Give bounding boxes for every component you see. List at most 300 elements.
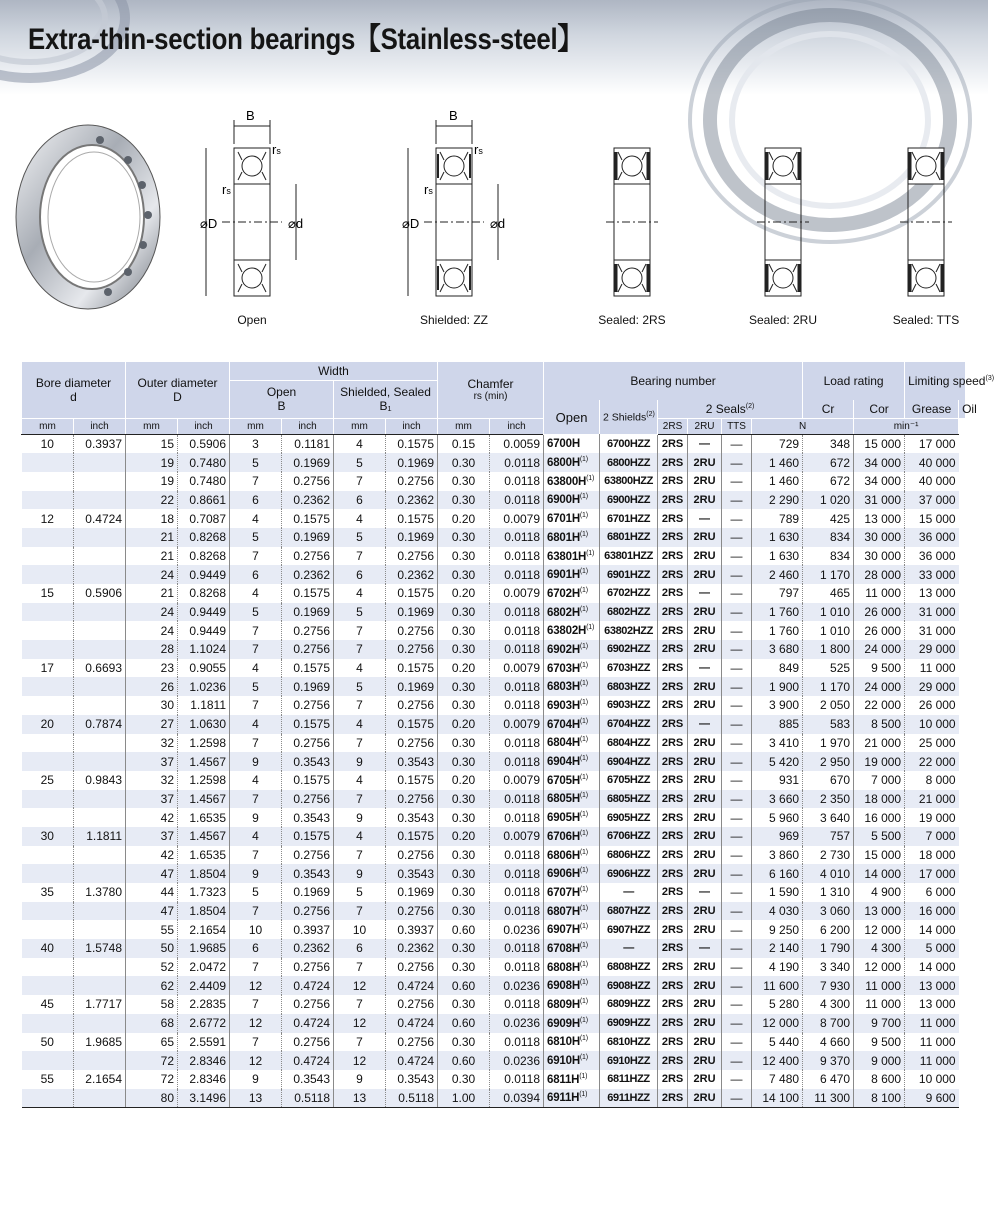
cor-value-cell: 1 170 (803, 565, 854, 584)
outer-mm-cell: 24 (126, 565, 178, 584)
sealed-width-inch-cell: 0.1969 (386, 528, 438, 547)
cor-value-cell: 757 (803, 827, 854, 846)
cr-value-cell: 729 (752, 434, 803, 453)
cor-value-cell: 465 (803, 584, 854, 603)
open-width-mm-cell: 4 (230, 827, 282, 846)
open-width-mm-cell: 12 (230, 1051, 282, 1070)
chamfer-inch-cell: 0.0118 (490, 677, 544, 696)
outer-inch-cell: 0.7480 (178, 453, 230, 472)
header-outer: Outer diameter D (126, 362, 230, 418)
open-width-inch-cell: 0.2362 (282, 565, 334, 584)
outer-inch-cell: 1.4567 (178, 827, 230, 846)
bore-inch-cell (74, 864, 126, 883)
outer-inch-cell: 0.7480 (178, 472, 230, 491)
sealed-width-inch-cell: 0.3543 (386, 864, 438, 883)
grease-speed-cell: 24 000 (854, 640, 905, 659)
bore-mm-cell: 15 (22, 584, 74, 603)
seal-tts-cell: — (722, 734, 752, 753)
seal-2ru-cell: — (688, 434, 722, 453)
cr-value-cell: 2 290 (752, 491, 803, 510)
outer-inch-cell: 2.5591 (178, 1033, 230, 1052)
open-number-cell: $6809H^{(1)}$ (544, 995, 600, 1014)
outer-inch-cell: 2.8346 (178, 1070, 230, 1089)
seal-2rs-cell: 2RS (658, 902, 688, 921)
bore-mm-cell (22, 677, 74, 696)
outer-inch-cell: 0.8661 (178, 491, 230, 510)
chamfer-mm-cell: 0.60 (438, 920, 490, 939)
outer-inch-cell: 0.9449 (178, 603, 230, 622)
cr-value-cell: 3 410 (752, 734, 803, 753)
bore-mm-cell: 50 (22, 1033, 74, 1052)
outer-inch-cell: 0.9449 (178, 565, 230, 584)
chamfer-inch-cell: 0.0079 (490, 715, 544, 734)
seal-tts-cell: — (722, 696, 752, 715)
open-width-mm-cell: 9 (230, 808, 282, 827)
open-width-mm-cell: 4 (230, 509, 282, 528)
sealed-width-mm-cell: 6 (334, 565, 386, 584)
outer-inch-cell: 1.4567 (178, 752, 230, 771)
cor-value-cell: 2 050 (803, 696, 854, 715)
unit-newton: N (752, 418, 854, 434)
oil-speed-cell: 17 000 (918, 436, 956, 451)
grease-speed-cell: 26 000 (854, 603, 905, 622)
table-row (22, 846, 966, 865)
bore-inch-cell (74, 696, 126, 715)
bore-inch-cell (74, 790, 126, 809)
sealed-width-inch-cell: 0.2756 (386, 958, 438, 977)
open-number-cell: $63802H^{(1)}$ (544, 621, 600, 640)
rs-label-shielded-top: rs (474, 142, 483, 157)
chamfer-inch-cell: 0.0118 (490, 453, 544, 472)
cor-value-cell: 672 (803, 453, 854, 472)
table-row (22, 995, 966, 1014)
sealed-width-mm-cell: 4 (334, 659, 386, 678)
shielded-number-cell: 6910HZZ (600, 1051, 658, 1070)
bore-mm-cell: 30 (22, 827, 74, 846)
oil-speed-cell: 11 000 (905, 1051, 959, 1070)
open-width-mm-cell: 7 (230, 621, 282, 640)
bore-inch-cell (74, 547, 126, 566)
bore-inch-cell (74, 1014, 126, 1033)
cor-value-cell: 9 370 (803, 1051, 854, 1070)
seal-2rs-cell: 2RS (658, 472, 688, 491)
chamfer-inch-cell: 0.0118 (490, 621, 544, 640)
open-number-cell: $63801H^{(1)}$ (544, 547, 600, 566)
cr-value-cell: 1 630 (752, 547, 803, 566)
chamfer-inch-cell: 0.0118 (490, 491, 544, 510)
open-number-cell: $6802H^{(1)}$ (544, 603, 600, 622)
seal-2rs-cell: 2RS (658, 491, 688, 510)
header-cor: Cor (854, 400, 905, 418)
seal-2rs-cell: 2RS (658, 846, 688, 865)
cr-value-cell: 2 460 (752, 565, 803, 584)
table-row (22, 808, 966, 827)
seal-2ru-cell: — (688, 715, 722, 734)
seal-2rs-cell: 2RS (658, 995, 688, 1014)
outer-mm-cell: 30 (126, 696, 178, 715)
seal-tts-cell: — (722, 995, 752, 1014)
seal-2ru-cell: 2RU (688, 864, 722, 883)
open-width-inch-cell: 0.1969 (282, 453, 334, 472)
shielded-number-cell: 6908HZZ (600, 976, 658, 995)
open-bearing-drawing (206, 120, 296, 296)
open-number-cell: $63800H^{(1)}$ (544, 472, 600, 491)
chamfer-mm-cell: 0.30 (438, 939, 490, 958)
caption-2ru: Sealed: 2RU (748, 313, 818, 327)
chamfer-inch-cell: 0.0118 (490, 1070, 544, 1089)
unit-inch: inch (282, 418, 334, 434)
seal-2ru-cell: 2RU (688, 1070, 722, 1089)
bore-mm-cell (22, 528, 74, 547)
table-row (22, 752, 966, 771)
table-row (22, 1033, 966, 1052)
open-number-cell: $6704H^{(1)}$ (544, 715, 600, 734)
outer-inch-cell: 0.9055 (178, 659, 230, 678)
chamfer-inch-cell: 0.0118 (490, 734, 544, 753)
bore-mm-cell (22, 920, 74, 939)
bore-mm-cell (22, 976, 74, 995)
open-width-inch-cell: 0.2362 (282, 491, 334, 510)
grease-speed-cell: 15 000 (854, 846, 905, 865)
chamfer-mm-cell: 0.30 (438, 547, 490, 566)
outer-mm-cell: 37 (126, 790, 178, 809)
open-width-mm-cell: 12 (230, 1014, 282, 1033)
outer-mm-cell: 21 (126, 584, 178, 603)
open-width-inch-cell: 0.1575 (282, 659, 334, 678)
seal-tts-cell: — (722, 902, 752, 921)
sealed-width-mm-cell: 7 (334, 1033, 386, 1052)
bore-inch-cell (74, 453, 126, 472)
unit-mm: mm (334, 418, 386, 434)
caption-2rs: Sealed: 2RS (598, 313, 666, 327)
seal-2ru-cell: 2RU (688, 472, 722, 491)
bore-inch-cell (74, 902, 126, 921)
seal-tts-cell: — (722, 1051, 752, 1070)
seal-2rs-cell: 2RS (658, 584, 688, 603)
seal-tts-cell: — (722, 659, 752, 678)
bore-mm-cell (22, 547, 74, 566)
outer-inch-cell: 1.4567 (178, 790, 230, 809)
shielded-number-cell: 6900HZZ (600, 491, 658, 510)
cr-value-cell: 11 600 (752, 976, 803, 995)
bore-inch-cell (74, 603, 126, 622)
oil-speed-cell: 9 600 (905, 1089, 959, 1108)
outer-inch-cell: 3.1496 (178, 1089, 230, 1108)
bore-inch-cell (74, 565, 126, 584)
shielded-number-cell: 6804HZZ (600, 734, 658, 753)
oil-speed-cell: 11 000 (919, 1034, 956, 1049)
open-width-inch-cell: 0.2756 (282, 958, 334, 977)
chamfer-inch-cell: 0.0118 (490, 603, 544, 622)
sealed-width-mm-cell: 7 (334, 621, 386, 640)
bore-inch-cell: 1.9685 (74, 1033, 126, 1052)
bore-inch-cell (74, 808, 126, 827)
outer-inch-cell: 1.9685 (178, 939, 230, 958)
header-chamfer: Chamfer rs (min) (438, 362, 544, 418)
oil-speed-cell: 36 000 (918, 548, 956, 563)
open-width-inch-cell: 0.4724 (282, 1014, 334, 1033)
cor-value-cell: 834 (803, 547, 854, 566)
seal-2ru-cell: 2RU (688, 696, 722, 715)
outer-mm-cell: 15 (126, 434, 178, 453)
seal-2rs-cell: 2RS (658, 696, 688, 715)
shielded-number-cell: 6811HZZ (600, 1070, 658, 1089)
grease-speed-cell: 14 000 (854, 864, 905, 883)
caption-shielded: Shielded: ZZ (419, 313, 489, 327)
open-number-cell: $6901H^{(1)}$ (544, 565, 600, 584)
header-speed: Limiting speed$^{(3)}$ (905, 362, 966, 400)
table-row (22, 1089, 966, 1108)
open-number-cell: $6708H^{(1)}$ (544, 939, 600, 958)
open-width-inch-cell: 0.1969 (282, 528, 334, 547)
outer-mm-cell: 44 (126, 883, 178, 902)
cr-value-cell: 9 250 (752, 920, 803, 939)
outer-mm-cell: 72 (126, 1070, 178, 1089)
bore-mm-cell (22, 621, 74, 640)
oil-speed-cell: 22 000 (905, 752, 959, 771)
cr-value-cell: 1 590 (752, 883, 803, 902)
open-width-mm-cell: 7 (230, 902, 282, 921)
shielded-number-cell: 6802HZZ (600, 603, 658, 622)
sealed-width-mm-cell: 4 (334, 509, 386, 528)
cor-value-cell: 1 010 (803, 621, 854, 640)
oil-speed-cell: 25 000 (918, 735, 956, 750)
shielded-number-cell: 6703HZZ (600, 659, 658, 678)
open-width-inch-cell: 0.5118 (282, 1089, 334, 1108)
grease-speed-cell: 4 900 (854, 883, 905, 902)
outer-mm-cell: 26 (126, 677, 178, 696)
oil-speed-cell: 18 000 (918, 847, 956, 862)
chamfer-inch-cell: 0.0118 (490, 864, 544, 883)
shielded-number-cell: 63800HZZ (600, 472, 658, 491)
bearing-drawings (0, 100, 988, 340)
outer-inch-cell: 0.8268 (178, 528, 230, 547)
sealed-width-inch-cell: 0.3543 (386, 752, 438, 771)
header-2rs: 2RS (658, 418, 688, 434)
open-number-cell: $6706H^{(1)}$ (544, 827, 600, 846)
sealed-width-mm-cell: 9 (334, 1070, 386, 1089)
table-row (22, 677, 966, 696)
outer-inch-cell: 1.1811 (178, 696, 230, 715)
seal-tts-cell: — (722, 846, 752, 865)
open-width-mm-cell: 5 (230, 603, 282, 622)
open-width-mm-cell: 9 (230, 752, 282, 771)
open-number-cell: $6703H^{(1)}$ (544, 659, 600, 678)
shielded-number-cell: 6806HZZ (600, 846, 658, 865)
chamfer-inch-cell: 0.0118 (490, 528, 544, 547)
grease-speed-cell: 30 000 (854, 528, 905, 547)
chamfer-mm-cell: 0.30 (438, 883, 490, 902)
chamfer-mm-cell: 0.20 (438, 827, 490, 846)
open-width-mm-cell: 5 (230, 883, 282, 902)
chamfer-mm-cell: 0.30 (438, 565, 490, 584)
seal-2ru-cell: 2RU (688, 808, 722, 827)
outer-mm-cell: 27 (126, 715, 178, 734)
grease-speed-cell: 11 000 (854, 584, 905, 603)
table-row (22, 958, 966, 977)
cor-value-cell: 525 (803, 659, 854, 678)
chamfer-mm-cell: 0.60 (438, 976, 490, 995)
seal-2ru-cell: 2RU (688, 640, 722, 659)
outer-mm-cell: 37 (126, 752, 178, 771)
table-body (22, 434, 966, 1108)
bore-inch-cell (74, 846, 126, 865)
sealed-width-mm-cell: 5 (334, 453, 386, 472)
chamfer-inch-cell: 0.0118 (490, 808, 544, 827)
open-number-cell: $6803H^{(1)}$ (544, 677, 600, 696)
oil-speed-cell: 10 000 (905, 715, 959, 734)
grease-speed-cell: 8 500 (854, 715, 905, 734)
shielded-number-cell: 6911HZZ (600, 1089, 658, 1108)
open-width-mm-cell: 6 (230, 491, 282, 510)
chamfer-inch-cell: 0.0079 (490, 659, 544, 678)
seal-tts-cell: — (722, 790, 752, 809)
seal-2rs-cell: 2RS (658, 547, 688, 566)
seal-2ru-cell: 2RU (688, 995, 722, 1014)
chamfer-mm-cell: 0.30 (438, 995, 490, 1014)
bore-inch-cell: 0.6693 (74, 659, 126, 678)
chamfer-inch-cell: 0.0394 (490, 1089, 544, 1108)
oil-speed-cell: 31 000 (905, 603, 959, 622)
sealed-width-mm-cell: 10 (334, 920, 386, 939)
sealed-width-inch-cell: 0.4724 (386, 976, 438, 995)
bore-mm-cell (22, 453, 74, 472)
seal-tts-cell: — (722, 883, 752, 902)
sealed-width-mm-cell: 9 (334, 752, 386, 771)
outer-mm-cell: 58 (126, 995, 178, 1014)
seal-2rs-cell: 2RS (658, 864, 688, 883)
open-number-cell: $6804H^{(1)}$ (544, 734, 600, 753)
outer-inch-cell: 2.1654 (178, 920, 230, 939)
bore-mm-cell (22, 752, 74, 771)
outer-mm-cell: 47 (126, 902, 178, 921)
outer-mm-cell: 19 (126, 472, 178, 491)
cr-value-cell: 931 (752, 771, 803, 790)
shielded-number-cell: 6905HZZ (600, 808, 658, 827)
open-width-mm-cell: 4 (230, 659, 282, 678)
cr-value-cell: 1 760 (752, 621, 803, 640)
chamfer-inch-cell: 0.0236 (490, 976, 544, 995)
open-width-mm-cell: 4 (230, 771, 282, 790)
sealed-width-inch-cell: 0.3543 (386, 808, 438, 827)
outer-mm-cell: 37 (126, 827, 178, 846)
open-number-cell: $6810H^{(1)}$ (544, 1033, 600, 1052)
open-number-cell: $6707H^{(1)}$ (544, 883, 600, 902)
seal-2rs-cell: 2RS (658, 976, 688, 995)
shielded-number-cell: 6902HZZ (600, 640, 658, 659)
table-row (22, 1014, 966, 1033)
cr-value-cell: 14 100 (752, 1089, 803, 1108)
sealed-width-mm-cell: 7 (334, 547, 386, 566)
open-width-inch-cell: 0.1575 (282, 509, 334, 528)
open-number-cell: $6807H^{(1)}$ (544, 902, 600, 921)
seal-2ru-cell: 2RU (688, 752, 722, 771)
bore-mm-cell (22, 958, 74, 977)
seal-2ru-cell: 2RU (688, 846, 722, 865)
open-width-mm-cell: 7 (230, 472, 282, 491)
open-width-mm-cell: 6 (230, 565, 282, 584)
sealed-width-mm-cell: 13 (334, 1089, 386, 1108)
header-shields: 2 Shields$^{(2)}$ (600, 400, 658, 434)
seal-2rs-cell: 2RS (658, 734, 688, 753)
grease-speed-cell: 8 100 (854, 1089, 905, 1108)
chamfer-mm-cell: 0.60 (438, 1014, 490, 1033)
sealed-width-mm-cell: 5 (334, 603, 386, 622)
shielded-number-cell: 6701HZZ (600, 509, 658, 528)
cor-value-cell: 6 200 (803, 920, 854, 939)
open-width-inch-cell: 0.2756 (282, 640, 334, 659)
caption-open: Open (237, 313, 267, 327)
shielded-number-cell: 6803HZZ (600, 677, 658, 696)
chamfer-inch-cell: 0.0118 (490, 939, 544, 958)
outer-mm-cell: 22 (126, 491, 178, 510)
chamfer-inch-cell: 0.0118 (490, 752, 544, 771)
cr-value-cell: 789 (752, 509, 803, 528)
bore-mm-cell: 20 (22, 715, 74, 734)
cor-value-cell: 1 170 (803, 677, 854, 696)
sealed-width-mm-cell: 5 (334, 883, 386, 902)
cr-value-cell: 1 900 (752, 677, 803, 696)
open-number-cell: $6908H^{(1)}$ (544, 976, 600, 995)
seal-2rs-cell: 2RS (658, 920, 688, 939)
cor-value-cell: 2 730 (803, 846, 854, 865)
chamfer-inch-cell: 0.0118 (490, 1033, 544, 1052)
sealed-width-mm-cell: 7 (334, 472, 386, 491)
unit-inch: inch (386, 418, 438, 434)
seal-tts-cell: — (722, 920, 752, 939)
bore-diameter-label-shielded: ⌀d (490, 216, 506, 231)
bore-inch-cell: 1.1811 (74, 827, 126, 846)
bore-inch-cell (74, 1089, 126, 1108)
seal-2rs-cell: 2RS (658, 434, 688, 453)
oil-speed-cell: 8 000 (925, 773, 956, 788)
header-shielded-width: Shielded, Sealed B₁ (334, 380, 438, 418)
oil-speed-cell: 40 000 (918, 474, 956, 489)
bore-mm-cell (22, 1051, 74, 1070)
grease-speed-cell: 15 000 (854, 434, 905, 453)
cr-value-cell: 5 420 (752, 752, 803, 771)
sealed-width-mm-cell: 6 (334, 491, 386, 510)
bore-inch-cell (74, 1051, 126, 1070)
cor-value-cell: 6 470 (803, 1070, 854, 1089)
chamfer-mm-cell: 0.30 (438, 734, 490, 753)
table-row (22, 453, 966, 472)
seal-2ru-cell: — (688, 939, 722, 958)
chamfer-inch-cell: 0.0118 (490, 846, 544, 865)
bore-inch-cell: 1.5748 (74, 939, 126, 958)
seal-2ru-cell: 2RU (688, 976, 722, 995)
seal-tts-cell: — (722, 547, 752, 566)
sealed-width-mm-cell: 6 (334, 939, 386, 958)
outer-inch-cell: 1.2598 (178, 771, 230, 790)
cor-value-cell: 11 300 (803, 1089, 854, 1108)
cor-value-cell: 4 660 (803, 1033, 854, 1052)
outer-inch-cell: 0.7087 (178, 509, 230, 528)
cr-value-cell: 969 (752, 827, 803, 846)
cor-value-cell: 1 020 (803, 491, 854, 510)
table-row (22, 491, 966, 510)
sealed-width-mm-cell: 12 (334, 976, 386, 995)
bore-mm-cell (22, 472, 74, 491)
sealed-width-mm-cell: 12 (334, 1014, 386, 1033)
chamfer-mm-cell: 0.30 (438, 902, 490, 921)
open-width-mm-cell: 5 (230, 677, 282, 696)
cor-value-cell: 2 350 (803, 790, 854, 809)
header-banner (0, 0, 988, 95)
open-width-inch-cell: 0.2756 (282, 902, 334, 921)
sealed-width-inch-cell: 0.1575 (386, 584, 438, 603)
sealed-width-inch-cell: 0.5118 (386, 1089, 438, 1108)
